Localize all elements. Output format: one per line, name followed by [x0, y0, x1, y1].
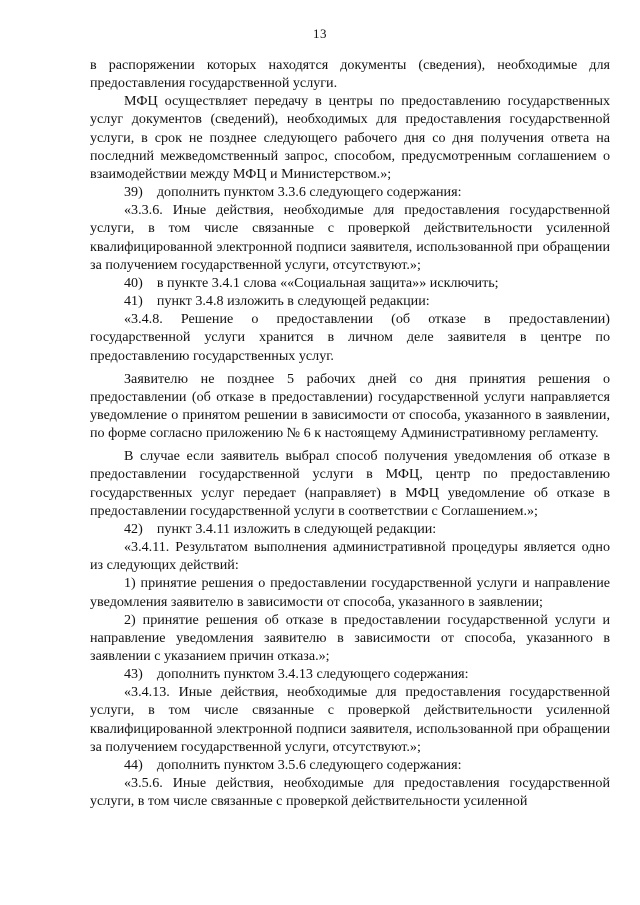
paragraph: «3.4.13. Иные действия, необходимые для предоставления государственной услуги, в том числе связанные с проверкой действительности усиленной квалифицированной электронной подписи заявителя, использованной при обращении за получением государственной услуги, отсутствуют.»; — [90, 684, 610, 755]
paragraph: 44) дополнить пунктом 3.5.6 следующего содержания: — [124, 756, 462, 773]
paragraph: 43) дополнить пунктом 3.4.13 следующего содержания: — [124, 666, 469, 683]
paragraph: 39) дополнить пунктом 3.3.6 следующего содержания: — [124, 184, 462, 201]
paragraph: 1) принятие решения о предоставлении государственной услуги и направление уведомления заявителю в зависимости от способа, указанного в заявлении; — [90, 575, 610, 610]
document-body — [90, 56, 610, 810]
paragraph: В случае если заявитель выбрал способ получения уведомления об отказе в предоставлении государственной услуги в МФЦ, центр по предоставлению государственных услуг передает (направляет) в МФЦ уведомление об отказе в предоставлении государственной услуги в соответствии с Соглашением.»; — [90, 448, 610, 519]
paragraph: «3.5.6. Иные действия, необходимые для предоставления государственной услуги, в том числе связанные с проверкой действительности усиленной — [90, 775, 610, 810]
paragraph: 42) пункт 3.4.11 изложить в следующей редакции: — [124, 520, 437, 537]
paragraph: «3.4.8. Решение о предоставлении (об отказе в предоставлении) государственной услуги хранится в личном деле заявителя в центре по предоставлению государственных услуг. — [90, 311, 610, 364]
paragraph: 41) пункт 3.4.8 изложить в следующей редакции: — [124, 293, 430, 310]
paragraph: 2) принятие решения об отказе в предоставлении государственной услуги и направление уведомления заявителю в зависимости от способа, указанного в заявлении с указанием причин отказа.»; — [90, 611, 610, 664]
paragraph: в распоряжении которых находятся документы (сведения), необходимые для предоставления государственной услуги. — [90, 57, 610, 92]
paragraph: «3.3.6. Иные действия, необходимые для предоставления государственной услуги, в том числе связанные с проверкой действительности усиленной квалифицированной электронной подписи заявителя, использованной при обращении за получением государственной услуги, отсутствуют.»; — [90, 202, 610, 273]
paragraph: МФЦ осуществляет передачу в центры по предоставлению государственных услуг документов (сведений), необходимых для предоставления государственной услуги, в срок не позднее следующего рабочего дня со дня получения ответа на последний межведомственный запрос, способом, предусмотренным соглашением о взаимодействии между МФЦ и Министерством.»; — [90, 93, 610, 182]
page-number: 13 — [313, 26, 327, 41]
paragraph: 40) в пункте 3.4.1 слова ««Социальная защита»» исключить; — [124, 274, 499, 291]
paragraph: Заявителю не позднее 5 рабочих дней со дня принятия решения о предоставлении (об отказе в предоставлении) государственной услуги направляется уведомление о принятом решении в зависимости от способа, указанного в заявлении, по форме согласно приложению № 6 к настоящему Административному регламенту. — [90, 370, 610, 442]
paragraph: «3.4.11. Результатом выполнения административной процедуры является одно из следующих действий: — [90, 539, 610, 574]
